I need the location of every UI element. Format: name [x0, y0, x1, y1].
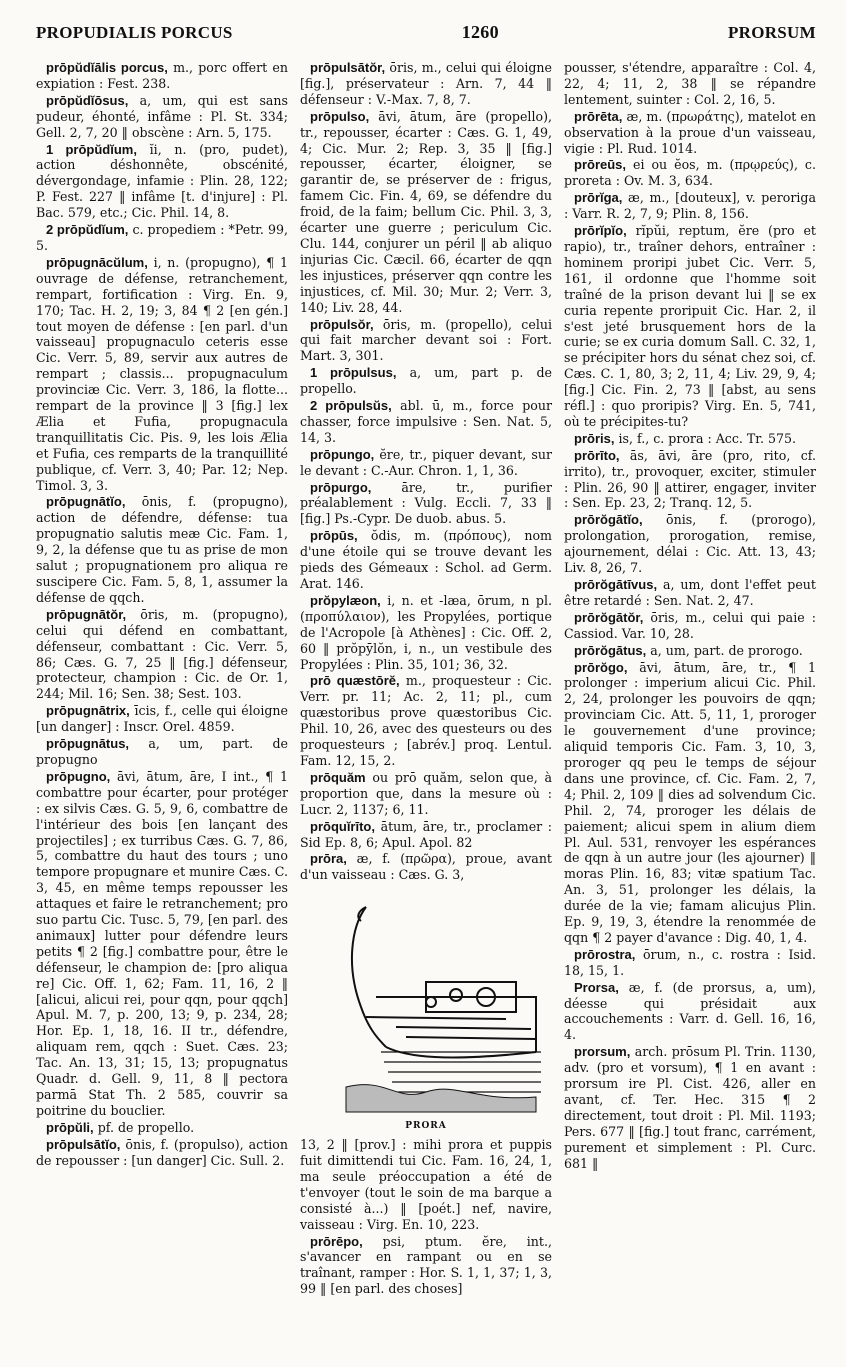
- dictionary-entry: [300, 398, 552, 446]
- dictionary-entry: [564, 223, 816, 430]
- definition: a, um, dont l'effet peut être retardé : Sen. Nat. 2, 47.: [564, 577, 816, 608]
- headword: prōpugnātŏr,: [46, 606, 127, 622]
- dictionary-entry: [300, 60, 552, 108]
- definition: pousser, s'étendre, apparaître : Col. 4, 22, 4; 11, 2, 38 ‖ se répandre lentement, suinter : Col. 2, 16, 5.: [564, 60, 816, 107]
- headword: prōpugnātrix,: [46, 703, 130, 719]
- dictionary-entry: [300, 851, 552, 883]
- dictionary-entry: [36, 222, 288, 254]
- dictionary-entry: [36, 607, 288, 702]
- columns: [36, 60, 816, 1298]
- headword: prōpungo,: [310, 446, 375, 462]
- headword: prōpulsātĭo,: [46, 1136, 121, 1152]
- definition: æ, f. (πρῶρα), proue, avant d'un vaisseau : Cæs. G. 3,: [300, 851, 552, 883]
- headword: prōpulso,: [310, 108, 370, 124]
- dictionary-entry: [564, 1044, 816, 1171]
- dictionary-entry: [564, 60, 816, 108]
- definition: ou prō quăm, selon que, à proportion que, dans la mesure où : Lucr. 2, 1137; 6, 11.: [300, 769, 552, 817]
- dictionary-entry: [36, 494, 288, 605]
- definition: pf. de propello.: [97, 1119, 195, 1135]
- dictionary-entry: [564, 577, 816, 609]
- headword: prōpugnātĭo,: [46, 494, 126, 510]
- headword: prōrēta,: [574, 108, 623, 124]
- dictionary-entry: [36, 142, 288, 222]
- column-1: [36, 60, 288, 1298]
- dictionary-entry: [564, 512, 816, 576]
- headword: prōris,: [574, 430, 615, 446]
- definition: psi, ptum. ĕre, int., s'avancer en rampant ou en se traînant, ramper : Hor. S. 1, 1, 37; 1, 3, 99 ‖ [en parl. des choses]: [300, 1233, 552, 1297]
- headword: 2 prōpulsŭs,: [310, 398, 392, 414]
- headword: prōrŏgātĭo,: [574, 512, 643, 528]
- page-number: 1260: [461, 22, 499, 42]
- definition: āvi, ātum, āre, tr., ¶ 1 prolonger : imperium alicui Cic. Phil. 2, 24, prolonger les pouvoirs de qqn; provinciam Cic. Att. 5, 11, 1, proroger le gouvernement d'une province; aliquid temporis Cic. Fam. 3, 10, 3, proroger qq peu le temps de séjour dans une province, cf. Cic. Fam. 2, 7, 4; Phil. 2, 109 ‖ dies ad solvendum Cic. Phil. 2, 74, proroger les délais de paiement; alicui spem in alium diem Pl. Aul. 531, renvoyer les espérances de qqn à un autre jour (les ajourner) ‖ moras Plin. 16, 83; vitæ spatium Tac. An. 3, 51, prolonger les délais, la durée de la vie; famam alicujus Plin. Ep. 9, 19, 3, étendre la renommée de qqn ¶ 2 payer d'avance : Dig. 40, 1, 4.: [564, 659, 816, 945]
- definition: m., proquesteur : Cic. Verr. pr. 11; Ac. 2, 11; pl., cum quæstoribus prove quæstoribus Cic. Phil. 10, 26, avec des questeurs ou des proquesteurs ; [abrév.] proq. Lentul. Fam. 12, 15, 2.: [300, 673, 552, 768]
- column-3: [564, 60, 816, 1298]
- headword: prŏpylæon,: [310, 592, 381, 608]
- headword: prōpŭdĭālis porcus,: [46, 60, 168, 75]
- definition: arch. prōsum Pl. Trin. 1130, adv. (pro et vorsum), ¶ 1 en avant : prorsum ire Pl. Cist. 426, aller en avant, cf. Ter. Hec. 315 ¶ 2 directement, tout droit : Pl. Mil. 1193; Pers. 677 ‖ [fig.] tout franc, carrément, purement et simplement : Pl. Curc. 681 ‖: [564, 1044, 816, 1171]
- definition: a, um, qui est sans pudeur, éhonté, infâme : Pl. St. 334; Gell. 2, 7, 20 ‖ obscène : Arn. 5, 175.: [36, 92, 288, 140]
- definition: æ, m., [douteux], v. peroriga : Varr. R. 2, 7, 9; Plin. 8, 156.: [564, 190, 816, 222]
- headword: prōpulsŏr,: [310, 316, 374, 332]
- prora-figure: [300, 887, 552, 1135]
- headword: prōpūs,: [310, 528, 358, 544]
- dictionary-entry: [564, 610, 816, 642]
- dictionary-entry: [300, 317, 552, 365]
- definition: a, um, part. de prorogo.: [650, 642, 803, 658]
- dictionary-entry: [300, 819, 552, 851]
- definition: āre, tr., purifier préalablement : Vulg. Eccli. 7, 33 ‖ [fig.] Ps.-Cypr. De duob. abus. 5.: [300, 479, 552, 527]
- definition: æ, m. (πρωράτης), matelot en observation à la proue d'un vaisseau, vigie : Pl. Rud. 1014.: [564, 108, 816, 156]
- dictionary-entry: [300, 1234, 552, 1298]
- headword: prōpŭdĭōsus,: [46, 92, 129, 108]
- dictionary-entry: [564, 190, 816, 222]
- dictionary-entry: [564, 157, 816, 189]
- definition: c. propediem : *Petr. 99, 5.: [36, 222, 288, 253]
- definition: ōris, m. (propugno), celui qui défend en combattant, défenseur, combattant : Cic. Verr. 5, 86; Cæs. G. 7, 25 ‖ [fig.] défenseur, protecteur, champion : Cic. de Or. 1, 244; Mil. 16; Sen. 38; Sest. 103.: [36, 606, 288, 702]
- headword: 2 prōpŭdĭum,: [46, 222, 129, 238]
- definition: m., porc offert en expiation : Fest. 238.: [36, 60, 288, 91]
- definition: ōris, m., celui qui paie : Cassiod. Var. 10, 28.: [564, 609, 816, 641]
- dictionary-entry: [564, 431, 816, 447]
- definition: ĕre, tr., piquer devant, sur le devant : C.-Aur. Chron. 1, 1, 36.: [300, 446, 552, 478]
- headword: 1 prōpŭdĭum,: [46, 141, 137, 157]
- dictionary-entry: [300, 1137, 552, 1232]
- definition: æ, f. (de prorsus, a, um), déesse qui présidait aux accouchements : Varr. d. Gell. 16, 16, 4.: [564, 979, 816, 1043]
- headword: prōrŏgātŏr,: [574, 609, 644, 625]
- definition: īcis, f., celle qui éloigne [un danger] : Inscr. Orel. 4859.: [36, 703, 288, 735]
- dictionary-entry: [36, 93, 288, 141]
- dictionary-entry: [300, 528, 552, 592]
- definition: āvi, ātum, āre (propello), tr., repousser, écarter : Cæs. G. 1, 49, 4; Cic. Mur. 2; Rep. 3, 35 ‖ [fig.] repousser, écarter, éloigner, se garantir de, se préserver de : frigus, famem Cic. Fin. 4, 69, se défendre du froid, de la faim; bellum Cic. Phil. 3, 3, écarter une guerre ; periculum Cic. Clu. 144, conjurer un péril ‖ ab aliquo injurias Cic. Cæcil. 66, écarter de qqn les injustices, préserver qqn contre les injustices, cf. Mil. 30; Mur. 2; Verr. 3, 140; Liv. 28, 44.: [300, 108, 552, 315]
- dictionary-entry: [300, 480, 552, 528]
- dictionary-entry: [564, 980, 816, 1044]
- headword: Prorsa,: [574, 979, 619, 995]
- definition: ōris, m., celui qui éloigne [fig.], préservateur : Arn. 7, 44 ‖ défenseur : V.-Max. 7, 8, 7.: [300, 60, 552, 107]
- definition: ŏdis, m. (πρόπους), nom d'une étoile qui se trouve devant les pieds des Gémeaux : Schol. ad Germ. Arat. 146.: [300, 528, 552, 591]
- dictionary-entry: [300, 109, 552, 316]
- running-header: [36, 22, 816, 56]
- definition: ĭi, n. (pro, pudet), action déshonnête, obscénité, dévergondage, infamie : Plin. 28, 122; P. Fest. 227 ‖ infâme [t. d'injure] : Pl. Bac. 579, etc.; Cic. Phil. 14, 8.: [36, 141, 288, 221]
- dictionary-entry: [564, 448, 816, 512]
- headword: prōquĭrīto,: [310, 818, 375, 834]
- dictionary-entry: [300, 593, 552, 673]
- definition: a, um, part. de propugno: [36, 736, 288, 767]
- dictionary-entry: [36, 60, 288, 92]
- column-2: [300, 60, 552, 1298]
- dictionary-entry: [36, 1120, 288, 1136]
- dictionary-entry: [36, 769, 288, 1119]
- definition: ātum, āre, tr., proclamer : Sid Ep. 8, 6; Apul. Apol. 82: [300, 818, 552, 850]
- headword: prōreūs,: [574, 157, 627, 173]
- dictionary-entry: [36, 255, 288, 494]
- definition: rĭpŭi, reptum, ĕre (pro et rapio), tr., traîner dehors, entraîner : hominem proripi jubet Cic. Verr. 5, 161, il ordonne que l'homme soit traîné de la prison devant lui ‖ se ex curia repente proripuit Cic. Har. 2, il s'est jeté brusquement hors de la curie; se ex curia domum Sall. C. 32, 1, se précipiter hors du sénat chez soi, cf. Cæs. C. 1, 80, 3; 2, 11, 4; Liv. 29, 9, 4; [fig.] Cic. Fin. 2, 73 ‖ [abst, au sens réfl.] : quo proripis? Virg. En. 5, 741, où te précipites-tu?: [564, 223, 816, 429]
- dictionary-entry: [564, 947, 816, 979]
- definition: a, um, part p. de propello.: [300, 365, 552, 397]
- dictionary-entry: [300, 770, 552, 818]
- headword: prōpurgo,: [310, 479, 372, 495]
- headword: prōrĭga,: [574, 190, 623, 206]
- headword: prōrĭpĭo,: [574, 223, 627, 239]
- headword: prōpugnātus,: [46, 736, 130, 752]
- headword: prōpulsātŏr,: [310, 60, 386, 75]
- dictionary-entry: [564, 660, 816, 946]
- figure-caption: PRORA: [405, 1121, 447, 1132]
- headword: prōrŏgātus,: [574, 642, 647, 658]
- definition: ōnis, f. (propugno), action de défendre, défense: tua propugnatio salutis meæ Cic. Fam. 1, 9, 2, la défense que tu as prise de mon salut ; propugnationem pro aliqua re suscipere Cic. Fam. 5, 8, 1, assumer la défense de qqch.: [36, 494, 288, 605]
- definition: ei ou ĕos, m. (πρῳρεύς), c. proreta : Ov. M. 3, 634.: [564, 157, 816, 189]
- dictionary-entry: [300, 365, 552, 397]
- headword: prō quæstōrĕ,: [310, 673, 400, 689]
- headword: prōpŭli,: [46, 1119, 94, 1135]
- definition: 13, 2 ‖ [prov.] : mihi prora et puppis fuit dimittendi tui Cic. Fam. 16, 24, 1, ma seule préoccupation a été de t'envoyer (tout le soin de ma barque a consisté à...) ‖ [poét.] nef, navire, vaisseau : Virg. En. 10, 223.: [300, 1137, 552, 1232]
- dictionary-entry: [36, 736, 288, 768]
- dictionary-entry: [300, 447, 552, 479]
- dictionary-entry: [300, 673, 552, 768]
- dictionary-entry: [564, 643, 816, 659]
- definition: i, n. (propugno), ¶ 1 ouvrage de défense, retranchement, rempart, fortification : Virg. En. 9, 170; Tac. H. 2, 19; 3, 84 ¶ 2 [en gén.] tout moyen de défense : [en parl. d'un vaisseau] propugnaculo ceteris esse Cic. Verr. 5, 89, servir aux autres de rempart ; classis... propugnaculum provinciæ Cic. Verr. 3, 186, la flotte... rempart de la province ‖ 3 [fig.] lex Ælia et Fufia, propugnacula tranquillitatis Cic. Pis. 9, les lois Ælia et Fufia, ces remparts de la tranquillité publique, cf. Verr. 3, 40; Par. 12; Nep. Timol. 3, 3.: [36, 254, 288, 493]
- header-right-guideword: PRORSUM: [727, 23, 816, 42]
- headword: prōpugnācŭlum,: [46, 254, 148, 270]
- prora-illustration: [306, 887, 546, 1117]
- definition: āvi, ātum, āre, I int., ¶ 1 combattre pour écarter, pour protéger : ex silvis Cæs. G. 5, 9, 6, combattre de l'intérieur des bois [en lançant des projectiles] ; ex turribus Cæs. G. 7, 86, 5, combattre du haut des tours ; uno tempore propugnare et munire Cæs. C. 3, 45, en même temps repousser les attaques et faire le retranchement; pro suo partu Cic. Tusc. 5, 79, [en parl. des animaux] lutter pour défendre leurs petits ¶ 2 [fig.] combattre pour, être le défenseur, le champion de: [pro aliqua re] Cic. Off. 1, 62; Fam. 11, 16, 2 ‖ [alicui, alicui rei, pour qqn, pour qqch] Apul. M. 7, p. 200, 13; 9, p. 234, 28; Hor. Ep. 1, 18, 16. II tr., défendre, aliquam rem, qqch : Suet. Cæs. 23; Tac. An. 13, 31; 15, 13; propugnatus Quadr. d. Gell. 9, 11, 8 ‖ pectora parmā Stat Th. 2 585, couvrir sa poitrine du bouclier.: [36, 768, 288, 1118]
- definition: ōrum, n., c. rostra : Isid. 18, 15, 1.: [564, 946, 816, 978]
- dictionary-entry: [564, 109, 816, 157]
- headword: prorsum,: [574, 1044, 631, 1060]
- dictionary-entry: [36, 703, 288, 735]
- headword: prōrīto,: [574, 447, 620, 463]
- headword: prōrŏgātīvus,: [574, 577, 658, 592]
- headword: prōrŏgo,: [574, 659, 628, 675]
- definition: ōris, m. (propello), celui qui fait marcher devant soi : Fort. Mart. 3, 301.: [300, 316, 552, 364]
- headword: prōra,: [310, 851, 347, 867]
- definition: is, f., c. prora : Acc. Tr. 575.: [618, 430, 796, 446]
- headword: 1 prōpulsus,: [310, 365, 397, 381]
- header-left-guideword: PROPUDIALIS PORCUS: [36, 23, 233, 42]
- definition: ās, āvi, āre (pro, rito, cf. irrito), tr., provoquer, exciter, stimuler : Plin. 26, 90 ‖ attirer, engager, inviter : Sen. Ep. 23, 2; Tranq. 12, 5.: [564, 447, 816, 511]
- headword: prōrostra,: [574, 946, 636, 962]
- dictionary-entry: [36, 1137, 288, 1169]
- headword: prōpugno,: [46, 768, 111, 784]
- definition: ōnis, f. (prorogo), prolongation, prorogation, remise, ajournement, délai : Cic. Att. 13, 43; Liv. 8, 26, 7.: [564, 512, 816, 576]
- definition: abl. ū, m., force pour chasser, force impulsive : Sen. Nat. 5, 14, 3.: [300, 398, 552, 445]
- headword: prōrēpo,: [310, 1233, 363, 1249]
- definition: i, n. et -læa, ōrum, n pl. (προπύλαιον), les Propylées, portique de l'Acropole [à Athènes] : Cic. Off. 2, 60 ‖ prŏpȳlŏn, i, n., un vestibule des Propylées : Plin. 35, 101; 36, 32.: [300, 592, 552, 672]
- definition: ōnis, f. (propulso), action de repousser : [un danger] Cic. Sull. 2.: [36, 1136, 288, 1168]
- headword: prōquăm: [310, 769, 366, 785]
